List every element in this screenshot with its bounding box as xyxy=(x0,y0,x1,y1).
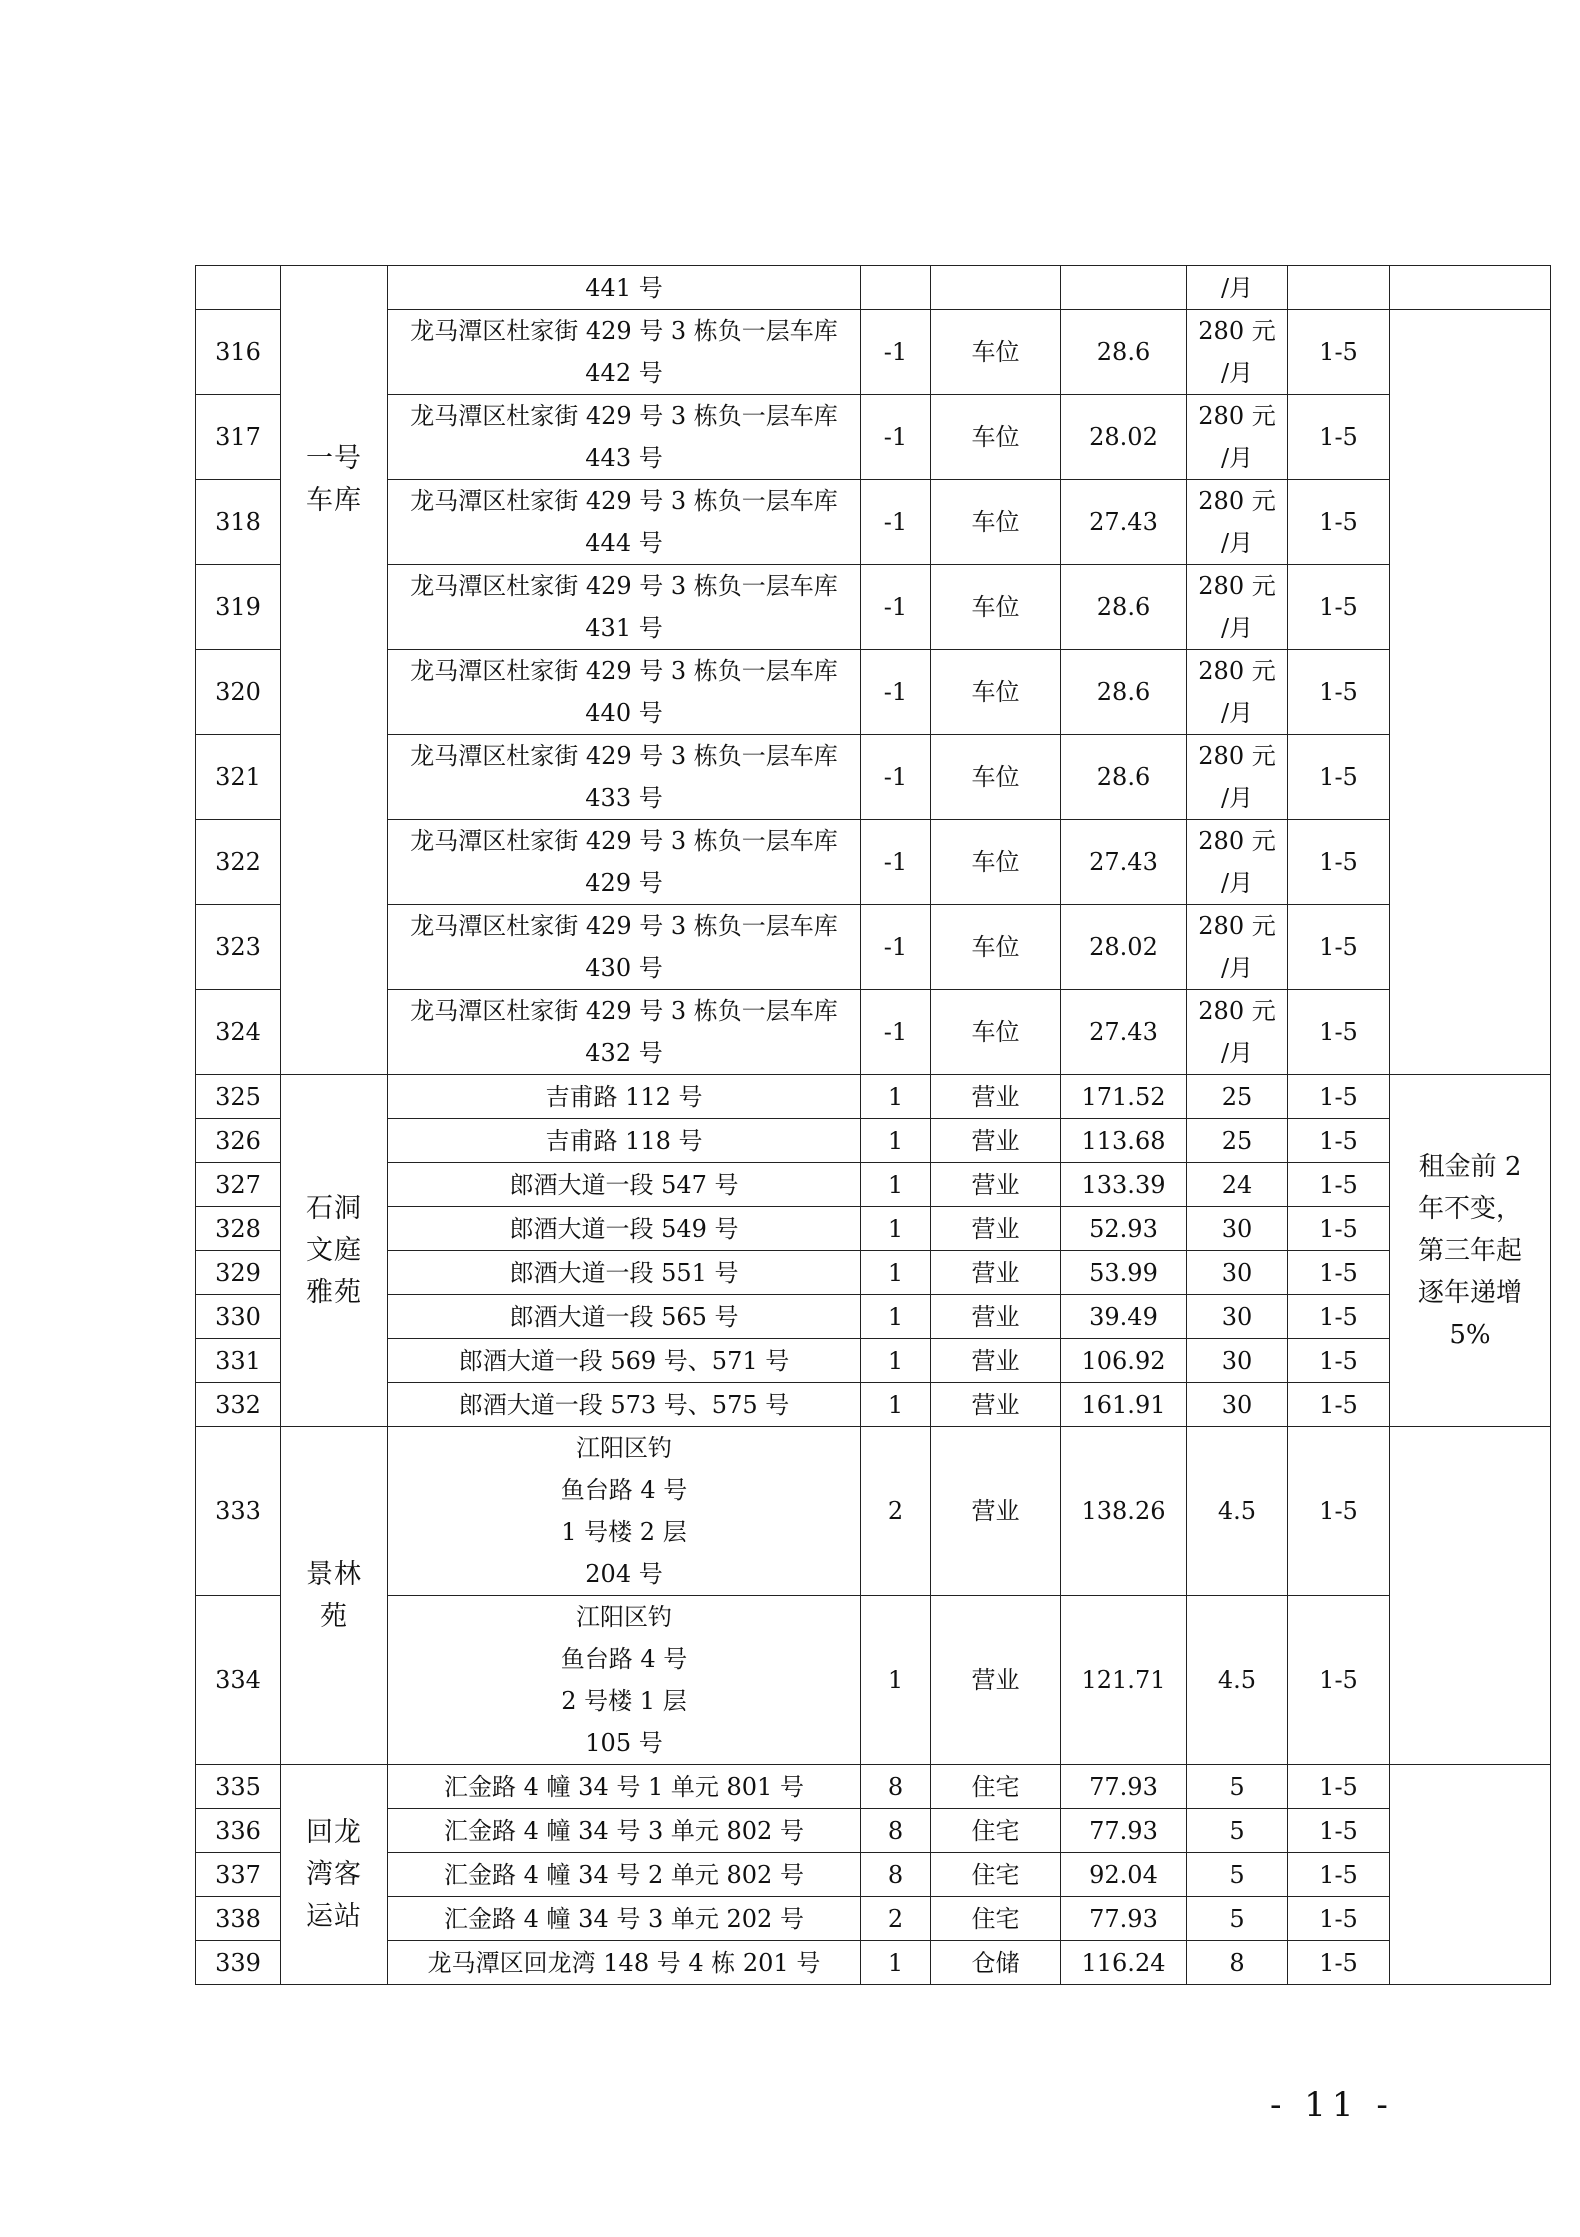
address-cell-line: 444 号 xyxy=(585,529,663,557)
address-cell-line: 汇金路 4 幢 34 号 3 单元 802 号 xyxy=(444,1816,804,1845)
row-number: 333 xyxy=(196,1427,281,1596)
area-cell: 133.39 xyxy=(1061,1163,1187,1207)
table-row xyxy=(196,1383,1551,1427)
rent-cell xyxy=(1187,820,1288,905)
floor-cell: 1 xyxy=(861,1207,931,1251)
rent-cell-line: /月 xyxy=(1220,869,1254,897)
use-cell: 车位 xyxy=(931,905,1061,990)
area-cell: 39.49 xyxy=(1061,1295,1187,1339)
table-row xyxy=(196,1853,1551,1897)
address-cell-line: 龙马潭区杜家街 429 号 3 栋负一层车库 xyxy=(410,912,838,940)
floor-cell: -1 xyxy=(861,820,931,905)
floor-cell: 8 xyxy=(861,1809,931,1853)
address-cell-line: 汇金路 4 幢 34 号 1 单元 801 号 xyxy=(444,1772,804,1801)
row-number: 338 xyxy=(196,1897,281,1941)
use-cell: 营业 xyxy=(931,1383,1061,1427)
address-cell-line: 2 号楼 1 层 xyxy=(561,1687,687,1715)
address-cell xyxy=(388,1809,861,1853)
address-cell-line: 郎酒大道一段 565 号 xyxy=(509,1302,739,1331)
years-cell: 1-5 xyxy=(1288,735,1390,820)
rent-cell-line: 5 xyxy=(1229,1816,1245,1845)
row-number: 335 xyxy=(196,1765,281,1809)
rent-cell-line: 280 元 xyxy=(1198,742,1276,770)
use-cell: 营业 xyxy=(931,1119,1061,1163)
group-name-line: 景林 xyxy=(306,1558,362,1590)
floor-cell: 1 xyxy=(861,1119,931,1163)
area-cell: 116.24 xyxy=(1061,1941,1187,1985)
table-row xyxy=(196,1295,1551,1339)
table-row xyxy=(196,650,1551,735)
use-cell: 住宅 xyxy=(931,1897,1061,1941)
address-cell xyxy=(388,395,861,480)
table-row xyxy=(196,1596,1551,1765)
area-cell: 28.6 xyxy=(1061,650,1187,735)
use-cell: 营业 xyxy=(931,1075,1061,1119)
rent-cell-line: 5 xyxy=(1229,1860,1245,1889)
rent-cell xyxy=(1187,565,1288,650)
group-name xyxy=(281,1765,388,1985)
address-cell-line: 江阳区钓 xyxy=(576,1603,672,1631)
use-cell: 住宅 xyxy=(931,1809,1061,1853)
years-cell: 1-5 xyxy=(1288,820,1390,905)
floor-cell: 1 xyxy=(861,1383,931,1427)
table-body xyxy=(196,266,1551,1985)
floor-cell: 2 xyxy=(861,1897,931,1941)
years-cell: 1-5 xyxy=(1288,1163,1390,1207)
group-name xyxy=(281,1075,388,1427)
rent-cell-line: 30 xyxy=(1221,1390,1253,1419)
use-cell: 车位 xyxy=(931,820,1061,905)
address-cell-line: 龙马潭区杜家街 429 号 3 栋负一层车库 xyxy=(410,317,838,345)
address-cell-line: 443 号 xyxy=(585,444,663,472)
years-cell: 1-5 xyxy=(1288,1119,1390,1163)
address-cell-line: 吉甫路 118 号 xyxy=(545,1126,703,1155)
row-number: 327 xyxy=(196,1163,281,1207)
table-row xyxy=(196,480,1551,565)
area-cell: 171.52 xyxy=(1061,1075,1187,1119)
rent-cell xyxy=(1187,1809,1288,1853)
rent-cell-line: 4.5 xyxy=(1217,1666,1257,1694)
address-cell xyxy=(388,1596,861,1765)
rent-cell: /月 xyxy=(1187,266,1288,310)
area-cell: 77.93 xyxy=(1061,1809,1187,1853)
row-number: 320 xyxy=(196,650,281,735)
table-row xyxy=(196,1207,1551,1251)
years-cell: 1-5 xyxy=(1288,1427,1390,1596)
rent-cell-line: 5 xyxy=(1229,1772,1245,1801)
floor-cell: 8 xyxy=(861,1853,931,1897)
page-number: - 11 - xyxy=(1270,2085,1394,2125)
address-cell xyxy=(388,1295,861,1339)
floor-cell: -1 xyxy=(861,650,931,735)
years-cell: 1-5 xyxy=(1288,1596,1390,1765)
property-table xyxy=(195,265,1551,1985)
address-cell xyxy=(388,310,861,395)
table-row xyxy=(196,735,1551,820)
rent-cell-line: 4.5 xyxy=(1217,1497,1257,1525)
years-cell: 1-5 xyxy=(1288,480,1390,565)
address-cell-line: 龙马潭区杜家街 429 号 3 栋负一层车库 xyxy=(410,997,838,1025)
floor-cell: -1 xyxy=(861,735,931,820)
table-row xyxy=(196,565,1551,650)
address-cell-line: 龙马潭区杜家街 429 号 3 栋负一层车库 xyxy=(410,402,838,430)
address-cell-line: 汇金路 4 幢 34 号 2 单元 802 号 xyxy=(444,1860,804,1889)
rent-cell-line: 280 元 xyxy=(1198,997,1276,1025)
use-cell: 车位 xyxy=(931,480,1061,565)
use-cell: 车位 xyxy=(931,650,1061,735)
address-cell-line: 1 号楼 2 层 xyxy=(561,1518,687,1546)
rent-cell xyxy=(1187,395,1288,480)
years-cell: 1-5 xyxy=(1288,1941,1390,1985)
table-row xyxy=(196,1339,1551,1383)
note-cell-line: 逐年递增 xyxy=(1417,1277,1522,1308)
note-cell-line: 租金前 2 xyxy=(1418,1151,1522,1182)
address-cell-line: 吉甫路 112 号 xyxy=(545,1082,703,1111)
address-cell-line: 郎酒大道一段 547 号 xyxy=(509,1170,739,1199)
row-number: 339 xyxy=(196,1941,281,1985)
group-name-garage xyxy=(281,266,388,1075)
floor-cell: 2 xyxy=(861,1427,931,1596)
rent-cell-line: 280 元 xyxy=(1198,657,1276,685)
rent-cell-line: 30 xyxy=(1221,1302,1253,1331)
floor-cell: 1 xyxy=(861,1075,931,1119)
address-cell-line: 郎酒大道一段 551 号 xyxy=(509,1258,739,1287)
rent-cell-line: 280 元 xyxy=(1198,487,1276,515)
row-number: 326 xyxy=(196,1119,281,1163)
rent-cell-line: 5 xyxy=(1229,1904,1245,1933)
note-cell-line: 第三年起 xyxy=(1417,1235,1522,1266)
rent-cell xyxy=(1187,990,1288,1075)
area-cell: 53.99 xyxy=(1061,1251,1187,1295)
table-row xyxy=(196,310,1551,395)
rent-cell-line: 280 元 xyxy=(1198,912,1276,940)
rent-cell xyxy=(1187,480,1288,565)
area-cell: 92.04 xyxy=(1061,1853,1187,1897)
row-number: 336 xyxy=(196,1809,281,1853)
years-cell: 1-5 xyxy=(1288,1251,1390,1295)
table-row xyxy=(196,1075,1551,1119)
table-row xyxy=(196,1941,1551,1985)
address-cell xyxy=(388,1207,861,1251)
note-cell-line: 5% xyxy=(1449,1319,1491,1350)
address-cell: 441 号 xyxy=(388,266,861,310)
rent-cell-line: 30 xyxy=(1221,1346,1253,1375)
rent-cell-line: 280 元 xyxy=(1198,572,1276,600)
address-cell xyxy=(388,565,861,650)
row-number: 334 xyxy=(196,1596,281,1765)
address-cell-line: 龙马潭区回龙湾 148 号 4 栋 201 号 xyxy=(427,1948,821,1977)
table-row xyxy=(196,905,1551,990)
group-name-line: 运站 xyxy=(306,1900,362,1932)
use-cell: 车位 xyxy=(931,310,1061,395)
address-cell-line: 龙马潭区杜家街 429 号 3 栋负一层车库 xyxy=(410,657,838,685)
rent-cell xyxy=(1187,1339,1288,1383)
area-cell: 27.43 xyxy=(1061,480,1187,565)
years-cell: 1-5 xyxy=(1288,1765,1390,1809)
years-cell: 1-5 xyxy=(1288,1809,1390,1853)
floor-cell: 1 xyxy=(861,1295,931,1339)
group-name xyxy=(281,1427,388,1765)
address-cell xyxy=(388,1941,861,1985)
area-cell: 106.92 xyxy=(1061,1339,1187,1383)
address-cell xyxy=(388,1119,861,1163)
row-number: 323 xyxy=(196,905,281,990)
area-cell: 113.68 xyxy=(1061,1119,1187,1163)
use-cell: 仓储 xyxy=(931,1941,1061,1985)
rent-cell-line: /月 xyxy=(1220,614,1254,642)
address-cell-line: 龙马潭区杜家街 429 号 3 栋负一层车库 xyxy=(410,827,838,855)
group-name-line: 湾客 xyxy=(306,1858,362,1890)
address-cell xyxy=(388,735,861,820)
use-cell: 营业 xyxy=(931,1207,1061,1251)
row-number: 317 xyxy=(196,395,281,480)
area-cell: 27.43 xyxy=(1061,990,1187,1075)
table-row xyxy=(196,266,1551,310)
group-name-line: 石洞 xyxy=(306,1192,362,1224)
address-cell xyxy=(388,1075,861,1119)
floor-cell: 1 xyxy=(861,1251,931,1295)
row-number: 321 xyxy=(196,735,281,820)
use-cell: 车位 xyxy=(931,395,1061,480)
rent-cell xyxy=(1187,905,1288,990)
address-cell-line: 430 号 xyxy=(585,954,663,982)
years-cell: 1-5 xyxy=(1288,1897,1390,1941)
address-cell-line: 431 号 xyxy=(585,614,663,642)
rent-cell xyxy=(1187,1765,1288,1809)
address-cell xyxy=(388,1383,861,1427)
rent-cell-line: 280 元 xyxy=(1198,402,1276,430)
rent-cell xyxy=(1187,1596,1288,1765)
floor-cell: -1 xyxy=(861,565,931,650)
group-name-line: 车库 xyxy=(306,485,362,516)
area-cell: 27.43 xyxy=(1061,820,1187,905)
use-cell: 营业 xyxy=(931,1427,1061,1596)
rent-cell-line: /月 xyxy=(1220,444,1254,472)
use-cell: 营业 xyxy=(931,1295,1061,1339)
address-cell-line: 432 号 xyxy=(585,1039,663,1067)
group-name-line: 回龙 xyxy=(306,1816,362,1848)
group-name-line: 一号 xyxy=(306,443,362,474)
rent-cell-line: 30 xyxy=(1221,1258,1253,1287)
address-cell-line: 440 号 xyxy=(585,699,663,727)
address-cell-line: 龙马潭区杜家街 429 号 3 栋负一层车库 xyxy=(410,742,838,770)
rent-cell-line: /月 xyxy=(1220,954,1254,982)
floor-cell: 1 xyxy=(861,1596,931,1765)
rent-cell xyxy=(1187,1897,1288,1941)
rent-cell-line: /月 xyxy=(1220,359,1254,387)
floor-cell: -1 xyxy=(861,990,931,1075)
address-cell-line: 龙马潭区杜家街 429 号 3 栋负一层车库 xyxy=(410,572,838,600)
row-number: 319 xyxy=(196,565,281,650)
group-name-line: 雅苑 xyxy=(306,1276,362,1308)
rent-cell xyxy=(1187,1075,1288,1119)
address-cell-line: 郎酒大道一段 573 号、575 号 xyxy=(458,1390,790,1419)
rent-cell xyxy=(1187,1941,1288,1985)
use-cell: 住宅 xyxy=(931,1853,1061,1897)
address-cell-line: 江阳区钓 xyxy=(576,1434,672,1462)
area-cell: 28.02 xyxy=(1061,905,1187,990)
rent-cell xyxy=(1187,1853,1288,1897)
rent-cell xyxy=(1187,1295,1288,1339)
area-cell: 28.6 xyxy=(1061,310,1187,395)
address-cell-line: 433 号 xyxy=(585,784,663,812)
address-cell xyxy=(388,1251,861,1295)
area-cell: 161.91 xyxy=(1061,1383,1187,1427)
use-cell: 车位 xyxy=(931,735,1061,820)
area-cell: 52.93 xyxy=(1061,1207,1187,1251)
address-cell xyxy=(388,1897,861,1941)
rent-cell xyxy=(1187,735,1288,820)
rent-cell-line: 25 xyxy=(1221,1126,1253,1155)
years-cell: 1-5 xyxy=(1288,650,1390,735)
row-number: 329 xyxy=(196,1251,281,1295)
years-cell: 1-5 xyxy=(1288,990,1390,1075)
area-cell: 28.02 xyxy=(1061,395,1187,480)
row-number: 322 xyxy=(196,820,281,905)
rent-cell xyxy=(1187,310,1288,395)
use-cell: 车位 xyxy=(931,990,1061,1075)
table-row xyxy=(196,1119,1551,1163)
address-cell-line: 郎酒大道一段 569 号、571 号 xyxy=(458,1346,790,1375)
area-cell: 28.6 xyxy=(1061,565,1187,650)
address-cell-line: 105 号 xyxy=(585,1729,663,1757)
use-cell: 营业 xyxy=(931,1163,1061,1207)
table-row xyxy=(196,1897,1551,1941)
years-cell: 1-5 xyxy=(1288,905,1390,990)
years-cell: 1-5 xyxy=(1288,1339,1390,1383)
rent-cell-line: 280 元 xyxy=(1198,827,1276,855)
row-number: 324 xyxy=(196,990,281,1075)
area-cell: 77.93 xyxy=(1061,1897,1187,1941)
years-cell: 1-5 xyxy=(1288,310,1390,395)
rent-cell-line: 280 元 xyxy=(1198,317,1276,345)
floor-cell: 1 xyxy=(861,1941,931,1985)
floor-cell: 1 xyxy=(861,1163,931,1207)
row-number: 328 xyxy=(196,1207,281,1251)
rent-cell-line: /月 xyxy=(1220,784,1254,812)
area-cell: 77.93 xyxy=(1061,1765,1187,1809)
floor-cell: -1 xyxy=(861,395,931,480)
note-cell xyxy=(1390,1765,1551,1985)
address-cell xyxy=(388,650,861,735)
rent-cell-line: 25 xyxy=(1221,1082,1253,1111)
address-cell-line: 429 号 xyxy=(585,869,663,897)
row-number: 331 xyxy=(196,1339,281,1383)
address-cell-line: 鱼台路 4 号 xyxy=(560,1476,688,1504)
table-row xyxy=(196,1765,1551,1809)
row-number: 332 xyxy=(196,1383,281,1427)
floor-cell: -1 xyxy=(861,480,931,565)
address-cell xyxy=(388,1765,861,1809)
area-cell: 138.26 xyxy=(1061,1427,1187,1596)
address-cell-line: 龙马潭区杜家街 429 号 3 栋负一层车库 xyxy=(410,487,838,515)
note-cell-line: 年不变， xyxy=(1417,1193,1522,1224)
rent-cell-line: 24 xyxy=(1221,1170,1253,1199)
address-cell-line: 汇金路 4 幢 34 号 3 单元 202 号 xyxy=(444,1904,804,1933)
years-cell: 1-5 xyxy=(1288,565,1390,650)
rent-cell xyxy=(1187,1427,1288,1596)
address-cell xyxy=(388,820,861,905)
table-row xyxy=(196,1163,1551,1207)
row-number: 337 xyxy=(196,1853,281,1897)
row-number: 316 xyxy=(196,310,281,395)
years-cell: 1-5 xyxy=(1288,395,1390,480)
rent-cell xyxy=(1187,1119,1288,1163)
address-cell-line: 204 号 xyxy=(585,1560,663,1588)
address-cell-line: 郎酒大道一段 549 号 xyxy=(509,1214,739,1243)
years-cell: 1-5 xyxy=(1288,1207,1390,1251)
years-cell: 1-5 xyxy=(1288,1295,1390,1339)
floor-cell: 8 xyxy=(861,1765,931,1809)
address-cell xyxy=(388,990,861,1075)
rent-cell xyxy=(1187,1251,1288,1295)
group-name-line: 苑 xyxy=(320,1600,348,1632)
rent-cell xyxy=(1187,650,1288,735)
years-cell: 1-5 xyxy=(1288,1075,1390,1119)
table-row xyxy=(196,820,1551,905)
years-cell: 1-5 xyxy=(1288,1853,1390,1897)
use-cell: 住宅 xyxy=(931,1765,1061,1809)
use-cell: 营业 xyxy=(931,1251,1061,1295)
table-row xyxy=(196,395,1551,480)
note-cell xyxy=(1390,310,1551,1075)
address-cell-line: 442 号 xyxy=(585,359,663,387)
table-row xyxy=(196,1809,1551,1853)
rent-cell xyxy=(1187,1383,1288,1427)
area-cell: 28.6 xyxy=(1061,735,1187,820)
note-cell xyxy=(1390,1075,1551,1427)
address-cell-line: 鱼台路 4 号 xyxy=(560,1645,688,1673)
table-row xyxy=(196,1251,1551,1295)
rent-cell-line: 30 xyxy=(1221,1214,1253,1243)
area-cell: 121.71 xyxy=(1061,1596,1187,1765)
table-row xyxy=(196,1427,1551,1596)
floor-cell: -1 xyxy=(861,905,931,990)
floor-cell: -1 xyxy=(861,310,931,395)
group-name-line: 文庭 xyxy=(306,1234,362,1266)
rent-cell-line: /月 xyxy=(1220,699,1254,727)
row-number: 318 xyxy=(196,480,281,565)
row-number: 325 xyxy=(196,1075,281,1119)
years-cell: 1-5 xyxy=(1288,1383,1390,1427)
address-cell xyxy=(388,480,861,565)
rent-cell-line: 8 xyxy=(1229,1948,1245,1977)
floor-cell: 1 xyxy=(861,1339,931,1383)
use-cell: 车位 xyxy=(931,565,1061,650)
address-cell xyxy=(388,1339,861,1383)
use-cell: 营业 xyxy=(931,1596,1061,1765)
address-cell xyxy=(388,1163,861,1207)
table-row xyxy=(196,990,1551,1075)
rent-cell xyxy=(1187,1163,1288,1207)
use-cell: 营业 xyxy=(931,1339,1061,1383)
address-cell xyxy=(388,1853,861,1897)
address-cell xyxy=(388,905,861,990)
rent-cell-line: /月 xyxy=(1220,529,1254,557)
rent-cell xyxy=(1187,1207,1288,1251)
note-cell xyxy=(1390,1427,1551,1765)
rent-cell-line: /月 xyxy=(1220,1039,1254,1067)
row-number: 330 xyxy=(196,1295,281,1339)
address-cell xyxy=(388,1427,861,1596)
